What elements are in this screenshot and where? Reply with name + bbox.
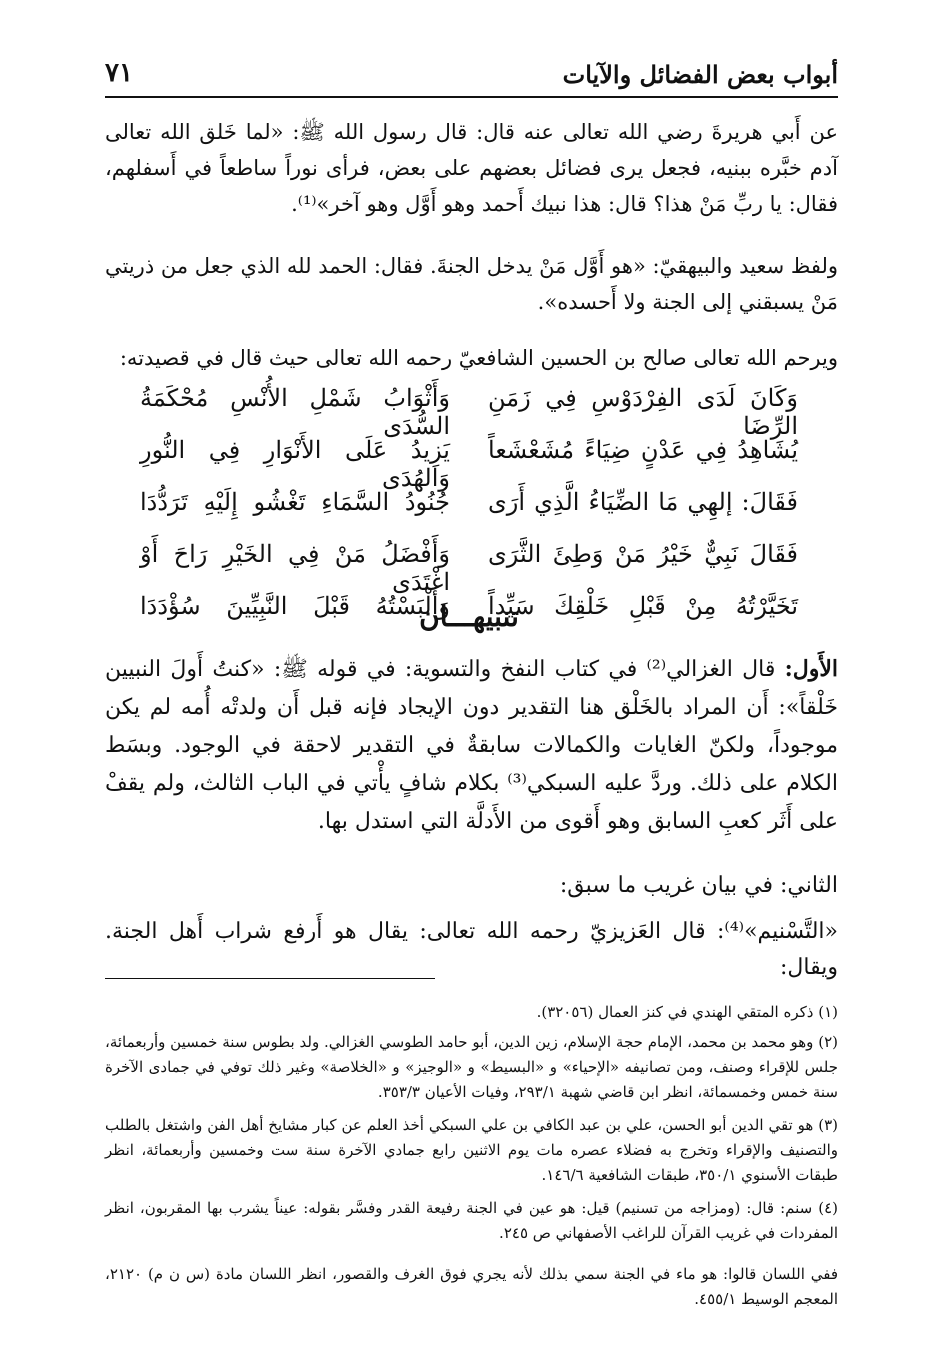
footnote-2: (٢) وهو محمد بن محمد، الإمام حجة الإسلام، زين الدين، أبو حامد الطوسي الغزالي. ولد بطوس سنة خمسين وأربعمائة، جلس للإقراء وصنف، ومن تصانيفه «الإحياء» و «البسيط» و «الوجيز» و «الخلاصة» وغير ذلك توفي في جمادى الآخرة سنة خمس وخمسمائة، انظر ابن قاضي شهبة ٢٩٣/١، وفيات الأعيان ٣٥٣/٣.: [105, 1033, 838, 1101]
page-header: [105, 56, 838, 98]
footnote-divider: [105, 978, 435, 979]
poem-verse: [140, 436, 798, 492]
verse-first-hemistich: يُشَاهِدُ فِي عَدْنٍ ضِيَاءً مُشَعْشَعاً: [488, 436, 798, 464]
footnote-4-continued: ففي اللسان قالوا: هو ماء في الجنة سمي بذلك لأنه يجري فوق الغرف والقصور، انظر اللسان مادة (س ن م) ٢١٢٠، المعجم الوسيط ٤٥٥/١.: [105, 1265, 838, 1308]
first-note-text: قال الغزالي⁽²⁾ في كتاب النفخ والتسوية: في قوله ﷺ: «كنتُ أَولَ النبيين خَلْقاً»: أَن المراد بالخَلْق هنا التقدير دون الإيجاد فإنه قبل أَن ولدتْه أُمه لم يكن موجوداً، ولكنّ الغايات والكمالات سابقةٌ في التقدير لاحقة في الوجود. وبسَط الكلام على ذلك. وردَّ عليه السبكي⁽³⁾ بكلام شافٍ يأْتي في الباب الثالث، ولم يقفْ على أَثَر كعبِ السابق وهو أَقوى من الأَدلَّة التي استدل بها.: [105, 657, 838, 834]
poem-verse: [140, 540, 798, 596]
footnote-3: (٣) هو تقي الدين أبو الحسن، علي بن عبد الكافي بن علي السبكي أخذ العلم عن كبار مشايخ أهل الفن واشتغل بالطلب والتصنيف والإقراء وتخرج به فضلاء عصره مات يوم الاثنين رابع جمادي الآخرة سنة ست وخمسين وأربعمائة، انظر طبقات الأسنوي ٣٥٠/١، طبقات الشافعية ١٤٦/٦.: [105, 1116, 838, 1184]
verse-second-hemistich: يَزِيدُ عَلَى الأَنْوَارِ فِي النُّورِ وَالهُدَى: [140, 436, 450, 492]
footnote-4: (٤) سنم: قال: (ومزاجه من تسنيم) قيل: هو عين في الجنة رفيعة القدر وفسَّر بقوله: عيناً يشرب بها المقربون، انظر المفردات في غريب القرآن للراغب الأصفهاني ص ٢٤٥.: [105, 1199, 838, 1242]
verse-second-hemistich: وَأَلْبَسْتُهُ قَبْلَ النَّبِيِّينَ سُؤْدَدَا: [140, 592, 450, 620]
first-note-lead: الأَول:: [784, 656, 838, 682]
poem-verse: [140, 384, 798, 440]
verse-second-hemistich: وَأَثْوَابُ شَمْلِ الأُنْسِ مُحْكَمَةُ السُّدَى: [140, 384, 450, 440]
paragraph-tasnim: «التَّسْنيم»⁽⁴⁾: قال العَزيزيّ رحمه الله تعالى: يقال هو أَرفع شراب أَهل الجنة. ويقال:: [105, 919, 838, 980]
footnote-1: (١) ذكره المتقي الهندي في كنز العمال (٣٢٠٥٦).: [536, 1003, 838, 1021]
paragraph-second-note: الثاني: في بيان غريب ما سبق:: [559, 873, 838, 898]
paragraph-poem-intro: ويرحم الله تعالى صالح بن الحسين الشافعيّ رحمه الله تعالى حيث قال في قصيدته:: [119, 346, 838, 370]
verse-first-hemistich: فَقَالَ نَبِيٌّ خَيْرُ مَنْ وَطِئَ الثَّرَى: [488, 540, 798, 568]
verse-first-hemistich: فَقَالَ: إلهِي مَا الضِّيَاءُ الَّذِي أَرَى: [488, 488, 798, 516]
verse-first-hemistich: تَخَيَّرْتُهُ مِنْ قَبْلِ خَلْقِكَ سَيِّداً: [488, 592, 798, 620]
poem-verse: [140, 488, 798, 540]
paragraph-hadith: عن أَبي هريرةَ رضي الله تعالى عنه قال: قال رسول الله ﷺ: «لما خَلق الله تعالى آدم خبَّره ببنيه، فجعل يرى فضائل بعضهم على بعض، فرأى نوراً ساطعاً في أَسفلهم، فقال: يا ربِّ مَنْ هذا؟ قال: هذا نبيك أَحمد وهو أَوَّل وهو آخر»⁽¹⁾.: [105, 120, 838, 216]
paragraph-variant: ولفظ سعيد والبيهقيّ: «هو أَوَّل مَنْ يدخل الجنةَ. فقال: الحمد لله الذي جعل من ذريتي مَنْ يسبقني إلى الجنة ولا أَحسده».: [105, 254, 838, 314]
verse-second-hemistich: جُنُودُ السَّمَاءِ تَغْشُو إِلَيْهِ تَرَدُّدَا: [140, 488, 450, 516]
paragraph-first-note: [105, 650, 838, 841]
page-number: ٧١: [105, 58, 133, 88]
verse-first-hemistich: وَكَانَ لَدَى الفِرْدَوْسِ فِي زَمَنِ الرِّضَا: [488, 384, 798, 440]
section-heading: تنبيهـــان: [419, 600, 519, 633]
running-title: أبواب بعض الفضائل والآيات: [562, 60, 838, 89]
verse-second-hemistich: وَأَفْضَلُ مَنْ فِي الخَيْرِ رَاحَ أَوْ اغْتَدَى: [140, 540, 450, 596]
